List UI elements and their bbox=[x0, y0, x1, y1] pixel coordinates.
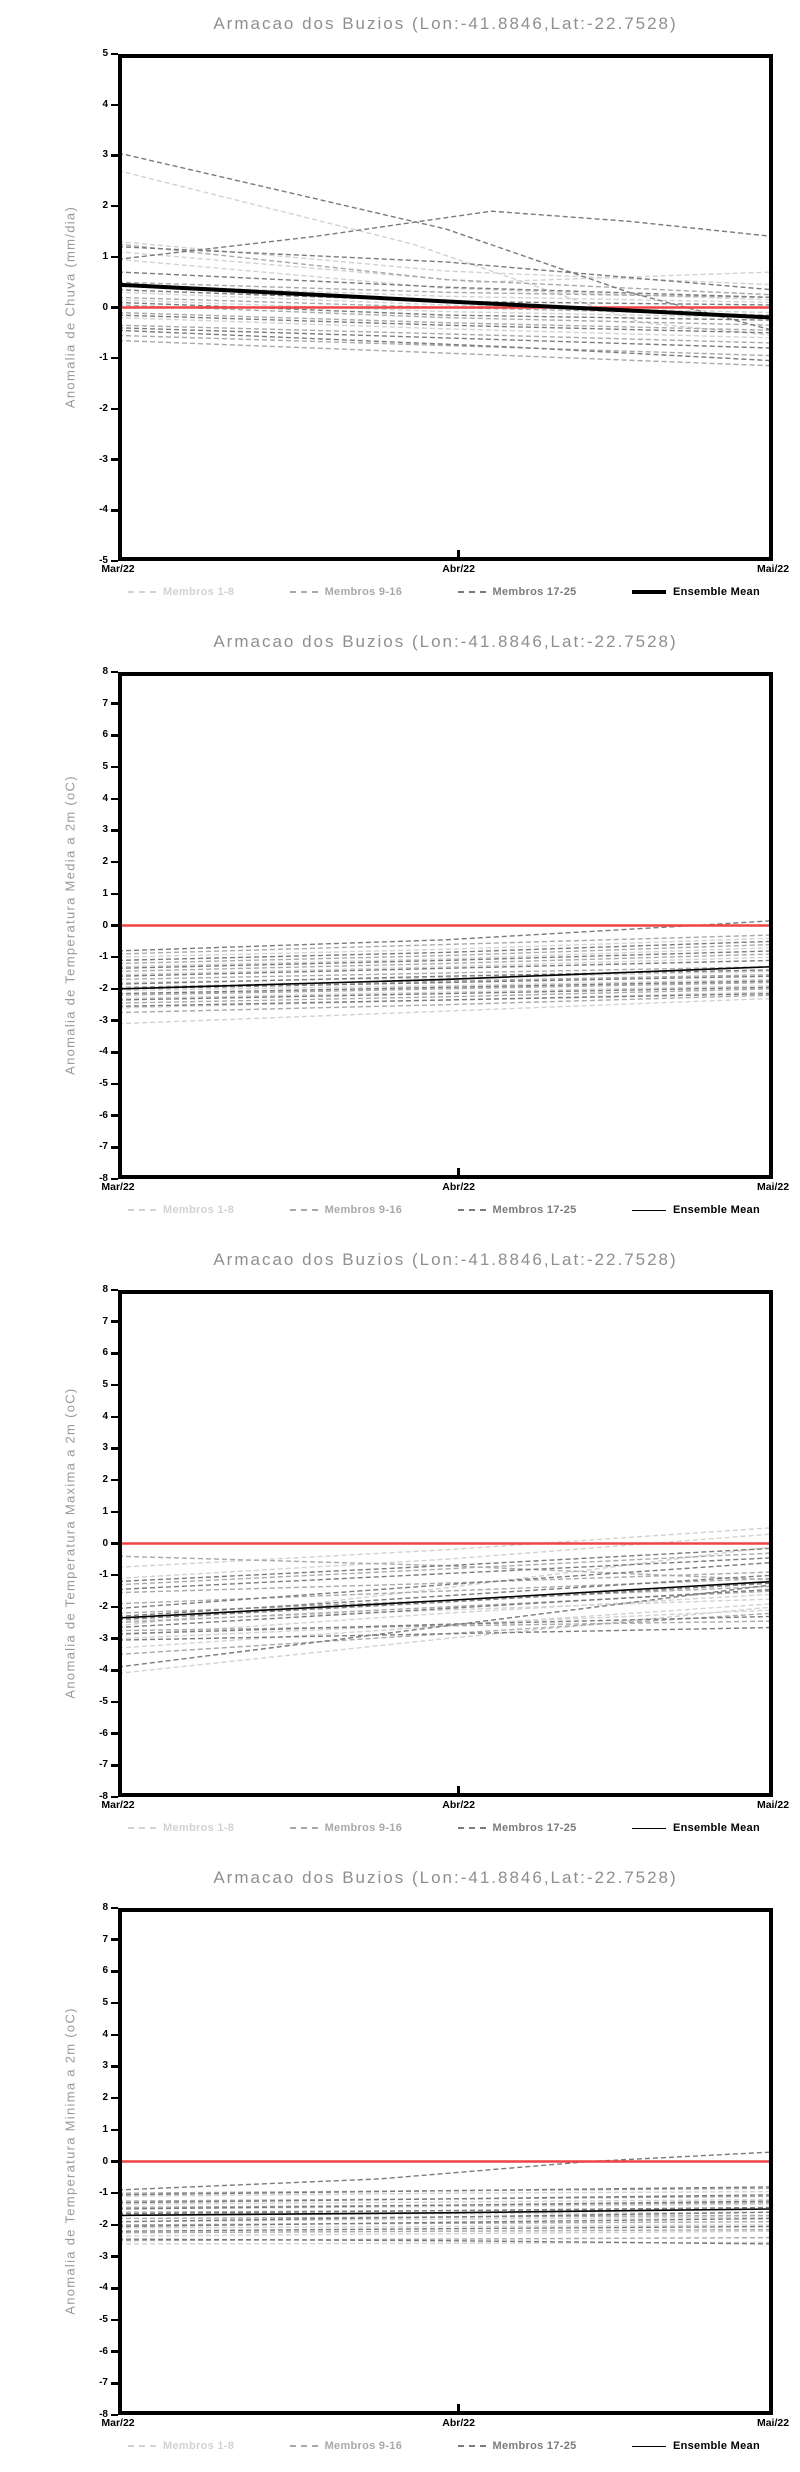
y-tick-label: 6 bbox=[102, 1347, 108, 1359]
y-tick-label: 5 bbox=[102, 1379, 108, 1391]
solid-line-swatch-icon bbox=[632, 1828, 666, 1829]
legend-item-ensemble-mean bbox=[632, 587, 760, 598]
member-line bbox=[118, 1585, 773, 1667]
y-tick-mark bbox=[111, 1416, 119, 1419]
chart-title: Armacao dos Buzios (Lon:-41.8846,Lat:-22.7528) bbox=[213, 14, 678, 33]
y-tick-mark bbox=[111, 2160, 119, 2163]
x-tick-label-mar: Mar/22 bbox=[101, 2417, 135, 2429]
solid-line-swatch-icon bbox=[632, 590, 666, 594]
ensemble-mean-line bbox=[118, 285, 773, 318]
y-tick-mark bbox=[111, 1511, 119, 1514]
y-tick-mark bbox=[111, 458, 119, 461]
member-line bbox=[118, 1528, 773, 1568]
y-tick-label: 8 bbox=[102, 666, 108, 677]
x-tick-label-mai: Mai/22 bbox=[756, 563, 790, 575]
y-tick-label: 4 bbox=[102, 792, 108, 804]
y-tick-label: -2 bbox=[99, 402, 108, 414]
y-tick-mark bbox=[111, 205, 119, 208]
y-tick-label: 8 bbox=[102, 1902, 108, 1913]
member-line bbox=[118, 252, 773, 283]
y-tick-label: 4 bbox=[102, 98, 108, 110]
x-tick-label-abr: Abr/22 bbox=[442, 1181, 475, 1193]
legend-label: Membros 1-8 bbox=[163, 2439, 235, 2452]
legend bbox=[128, 584, 760, 600]
legend-item-membros-9-16 bbox=[290, 1823, 403, 1834]
y-tick-label: 2 bbox=[102, 200, 108, 212]
dashed-line-swatch-icon bbox=[290, 1827, 318, 1829]
legend-item-membros-17-25 bbox=[458, 1205, 577, 1216]
plot-area bbox=[118, 672, 773, 1179]
legend-label: Membros 9-16 bbox=[324, 585, 403, 598]
legend-item-membros-1-8 bbox=[128, 1205, 234, 1216]
y-tick-mark bbox=[111, 1384, 119, 1387]
y-tick-label: -4 bbox=[99, 1664, 108, 1676]
y-tick-label: 1 bbox=[102, 2123, 108, 2135]
member-line bbox=[118, 335, 773, 355]
member-line bbox=[118, 1548, 773, 1581]
legend-item-membros-17-25 bbox=[458, 2441, 577, 2452]
y-tick-label: 3 bbox=[102, 824, 108, 836]
member-line bbox=[118, 1616, 773, 1633]
y-tick-mark bbox=[111, 702, 119, 705]
y-tick-label: 0 bbox=[102, 919, 108, 931]
y-tick-mark bbox=[111, 2224, 119, 2227]
legend-item-membros-1-8 bbox=[128, 2441, 234, 2452]
y-tick-mark bbox=[111, 2319, 119, 2322]
y-tick-label: -7 bbox=[99, 1141, 108, 1153]
x-tick-mark-abr bbox=[457, 2404, 460, 2412]
y-tick-label: -8 bbox=[99, 2409, 108, 2420]
y-tick-mark bbox=[111, 924, 119, 927]
y-axis-label: Anomalia de Temperatura Media a 2m (oC) bbox=[62, 775, 78, 1075]
member-line bbox=[118, 1607, 773, 1674]
y-tick-label: 3 bbox=[102, 149, 108, 161]
y-tick-mark bbox=[111, 1637, 119, 1640]
y-tick-label: 6 bbox=[102, 1965, 108, 1977]
chart-title: Armacao dos Buzios (Lon:-41.8846,Lat:-22.7528) bbox=[213, 632, 678, 651]
member-line bbox=[118, 1575, 773, 1616]
y-tick-mark bbox=[111, 2129, 119, 2132]
y-tick-mark bbox=[111, 956, 119, 959]
chart-panel-mean-temperature-anomaly bbox=[0, 618, 800, 1236]
member-line bbox=[118, 1572, 773, 1593]
y-tick-label: -3 bbox=[99, 453, 108, 465]
y-tick-mark bbox=[111, 357, 119, 360]
x-tick-label-mar: Mar/22 bbox=[101, 1799, 135, 1811]
y-tick-label: -4 bbox=[99, 1046, 108, 1058]
y-tick-label: 4 bbox=[102, 1410, 108, 1422]
plot-area bbox=[118, 1290, 773, 1797]
y-tick-mark bbox=[111, 861, 119, 864]
y-tick-mark bbox=[111, 53, 119, 56]
y-tick-label: -8 bbox=[99, 1173, 108, 1184]
y-tick-mark bbox=[111, 256, 119, 259]
y-tick-mark bbox=[111, 306, 119, 309]
y-tick-label: -5 bbox=[99, 2313, 108, 2325]
x-tick-label-mar: Mar/22 bbox=[101, 563, 135, 575]
member-line bbox=[118, 998, 773, 1023]
plot-area bbox=[118, 54, 773, 561]
y-tick-mark bbox=[111, 893, 119, 896]
legend-item-membros-9-16 bbox=[290, 2441, 403, 2452]
y-tick-label: -1 bbox=[99, 951, 108, 963]
y-tick-label: 5 bbox=[102, 1997, 108, 2009]
y-tick-mark bbox=[111, 671, 119, 674]
y-tick-label: -2 bbox=[99, 2218, 108, 2230]
y-tick-mark bbox=[111, 1970, 119, 1973]
y-tick-mark bbox=[111, 1289, 119, 1292]
dashed-line-swatch-icon bbox=[290, 591, 318, 593]
y-tick-mark bbox=[111, 2192, 119, 2195]
legend-item-membros-9-16 bbox=[290, 1205, 403, 1216]
y-tick-label: -3 bbox=[99, 1014, 108, 1026]
y-tick-mark bbox=[111, 560, 119, 563]
legend bbox=[128, 2438, 760, 2454]
y-tick-mark bbox=[111, 1606, 119, 1609]
y-tick-label: -1 bbox=[99, 352, 108, 364]
y-tick-mark bbox=[111, 2350, 119, 2353]
y-tick-label: -5 bbox=[99, 1695, 108, 1707]
chart-panel-precipitation-anomaly bbox=[0, 0, 800, 618]
legend-label: Ensemble Mean bbox=[672, 1203, 760, 1216]
legend-label: Membros 17-25 bbox=[492, 2439, 577, 2452]
y-tick-mark bbox=[111, 2002, 119, 2005]
y-tick-label: -8 bbox=[99, 1791, 108, 1802]
legend-item-ensemble-mean bbox=[632, 1205, 760, 1216]
y-tick-label: 3 bbox=[102, 1442, 108, 1454]
y-tick-mark bbox=[111, 408, 119, 411]
y-tick-mark bbox=[111, 829, 119, 832]
y-tick-label: -2 bbox=[99, 1600, 108, 1612]
y-tick-mark bbox=[111, 1083, 119, 1086]
y-tick-label: -1 bbox=[99, 1569, 108, 1581]
member-line bbox=[118, 171, 773, 336]
y-tick-label: -7 bbox=[99, 1759, 108, 1771]
y-tick-label: -7 bbox=[99, 2377, 108, 2389]
y-tick-mark bbox=[111, 1938, 119, 1941]
legend-label: Membros 17-25 bbox=[492, 585, 577, 598]
legend-label: Membros 1-8 bbox=[163, 585, 235, 598]
y-tick-label: 6 bbox=[102, 729, 108, 741]
dashed-line-swatch-icon bbox=[458, 591, 486, 593]
legend-label: Membros 9-16 bbox=[324, 1203, 403, 1216]
y-tick-label: -3 bbox=[99, 2250, 108, 2262]
y-tick-label: -4 bbox=[99, 2282, 108, 2294]
member-line bbox=[118, 2187, 773, 2195]
y-axis-label: Anomalia de Temperatura Minima a 2m (oC) bbox=[62, 2007, 78, 2315]
solid-line-swatch-icon bbox=[632, 2446, 666, 2447]
y-tick-mark bbox=[111, 1051, 119, 1054]
y-tick-label: 4 bbox=[102, 2028, 108, 2040]
x-tick-label-mai: Mai/22 bbox=[756, 1181, 790, 1193]
y-tick-mark bbox=[111, 1701, 119, 1704]
legend-label: Membros 17-25 bbox=[492, 1203, 577, 1216]
y-tick-mark bbox=[111, 1146, 119, 1149]
member-line bbox=[118, 994, 773, 1007]
y-tick-mark bbox=[111, 1447, 119, 1450]
x-tick-label-mai: Mai/22 bbox=[756, 2417, 790, 2429]
y-tick-mark bbox=[111, 2097, 119, 2100]
y-tick-mark bbox=[111, 1542, 119, 1545]
legend-item-membros-1-8 bbox=[128, 1823, 234, 1834]
legend bbox=[128, 1202, 760, 1218]
y-tick-mark bbox=[111, 1320, 119, 1323]
member-line bbox=[118, 341, 773, 366]
member-line bbox=[118, 2152, 773, 2190]
y-tick-mark bbox=[111, 154, 119, 157]
y-tick-label: -5 bbox=[99, 1077, 108, 1089]
x-tick-label-mar: Mar/22 bbox=[101, 1181, 135, 1193]
plot-area bbox=[118, 1908, 773, 2415]
y-tick-mark bbox=[111, 2034, 119, 2037]
legend-label: Ensemble Mean bbox=[672, 585, 760, 598]
y-tick-label: 3 bbox=[102, 2060, 108, 2072]
x-tick-label-abr: Abr/22 bbox=[442, 2417, 475, 2429]
dashed-line-swatch-icon bbox=[128, 1209, 156, 1211]
y-tick-label: 5 bbox=[102, 48, 108, 59]
legend bbox=[128, 1820, 760, 1836]
member-line bbox=[118, 1563, 773, 1609]
legend-label: Ensemble Mean bbox=[672, 2439, 760, 2452]
dashed-line-swatch-icon bbox=[290, 1209, 318, 1211]
y-tick-label: -2 bbox=[99, 982, 108, 994]
y-tick-label: 1 bbox=[102, 1505, 108, 1517]
y-tick-label: -1 bbox=[99, 2187, 108, 2199]
dashed-line-swatch-icon bbox=[128, 2445, 156, 2447]
y-tick-label: 5 bbox=[102, 761, 108, 773]
y-tick-mark bbox=[111, 509, 119, 512]
x-tick-mark-abr bbox=[457, 1168, 460, 1176]
y-tick-mark bbox=[111, 2382, 119, 2385]
legend-label: Membros 9-16 bbox=[324, 2439, 403, 2452]
legend-label: Membros 17-25 bbox=[492, 1821, 577, 1834]
y-tick-label: 0 bbox=[102, 2155, 108, 2167]
y-tick-label: -5 bbox=[99, 555, 108, 566]
y-tick-label: 7 bbox=[102, 1933, 108, 1945]
y-tick-label: -6 bbox=[99, 2345, 108, 2357]
y-tick-label: -6 bbox=[99, 1109, 108, 1121]
x-tick-label-mai: Mai/22 bbox=[756, 1799, 790, 1811]
member-line bbox=[118, 2222, 773, 2225]
y-tick-label: 8 bbox=[102, 1284, 108, 1295]
legend-label: Ensemble Mean bbox=[672, 1821, 760, 1834]
legend-item-membros-17-25 bbox=[458, 587, 577, 598]
y-tick-mark bbox=[111, 1114, 119, 1117]
y-axis-label: Anomalia de Chuva (mm/dia) bbox=[62, 205, 78, 409]
y-tick-mark bbox=[111, 2065, 119, 2068]
y-tick-mark bbox=[111, 2414, 119, 2417]
y-tick-mark bbox=[111, 1178, 119, 1181]
member-line bbox=[118, 1534, 773, 1578]
y-tick-mark bbox=[111, 1907, 119, 1910]
y-tick-mark bbox=[111, 1764, 119, 1767]
legend-item-membros-17-25 bbox=[458, 1823, 577, 1834]
y-tick-label: -3 bbox=[99, 1632, 108, 1644]
y-tick-mark bbox=[111, 1019, 119, 1022]
y-tick-label: -4 bbox=[99, 504, 108, 516]
y-tick-mark bbox=[111, 104, 119, 107]
y-tick-label: 2 bbox=[102, 856, 108, 868]
y-tick-label: 1 bbox=[102, 887, 108, 899]
y-tick-mark bbox=[111, 1352, 119, 1355]
member-line bbox=[118, 330, 773, 360]
solid-line-swatch-icon bbox=[632, 1210, 666, 1211]
y-tick-mark bbox=[111, 2287, 119, 2290]
legend-label: Membros 9-16 bbox=[324, 1821, 403, 1834]
legend-label: Membros 1-8 bbox=[163, 1203, 235, 1216]
x-tick-label-abr: Abr/22 bbox=[442, 563, 475, 575]
y-tick-label: -6 bbox=[99, 1727, 108, 1739]
dashed-line-swatch-icon bbox=[128, 591, 156, 593]
dashed-line-swatch-icon bbox=[290, 2445, 318, 2447]
y-tick-label: 7 bbox=[102, 697, 108, 709]
member-line bbox=[118, 211, 773, 259]
y-tick-label: 0 bbox=[102, 1537, 108, 1549]
y-tick-mark bbox=[111, 1479, 119, 1482]
x-tick-mark-abr bbox=[457, 550, 460, 558]
member-line bbox=[118, 1553, 773, 1585]
y-tick-mark bbox=[111, 2255, 119, 2258]
legend-item-membros-1-8 bbox=[128, 587, 234, 598]
x-tick-mark-abr bbox=[457, 1786, 460, 1794]
legend-item-ensemble-mean bbox=[632, 2441, 760, 2452]
dashed-line-swatch-icon bbox=[458, 1209, 486, 1211]
y-tick-label: 0 bbox=[102, 301, 108, 313]
y-tick-mark bbox=[111, 1574, 119, 1577]
legend-label: Membros 1-8 bbox=[163, 1821, 235, 1834]
dashed-line-swatch-icon bbox=[458, 2445, 486, 2447]
member-line bbox=[118, 992, 773, 1008]
x-tick-label-abr: Abr/22 bbox=[442, 1799, 475, 1811]
chart-panel-min-temperature-anomaly bbox=[0, 1854, 800, 2472]
y-tick-mark bbox=[111, 766, 119, 769]
y-tick-mark bbox=[111, 1732, 119, 1735]
chart-title: Armacao dos Buzios (Lon:-41.8846,Lat:-22.7528) bbox=[213, 1250, 678, 1269]
y-tick-label: 7 bbox=[102, 1315, 108, 1327]
y-tick-mark bbox=[111, 1796, 119, 1799]
y-tick-mark bbox=[111, 798, 119, 801]
y-tick-mark bbox=[111, 988, 119, 991]
y-tick-label: 1 bbox=[102, 250, 108, 262]
chart-title: Armacao dos Buzios (Lon:-41.8846,Lat:-22.7528) bbox=[213, 1868, 678, 1887]
dashed-line-swatch-icon bbox=[128, 1827, 156, 1829]
dashed-line-swatch-icon bbox=[458, 1827, 486, 1829]
y-tick-mark bbox=[111, 1669, 119, 1672]
y-axis-label: Anomalia de Temperatura Maxima a 2m (oC) bbox=[62, 1387, 78, 1699]
y-tick-label: 2 bbox=[102, 2092, 108, 2104]
legend-item-membros-9-16 bbox=[290, 587, 403, 598]
y-tick-mark bbox=[111, 734, 119, 737]
y-tick-label: 2 bbox=[102, 1474, 108, 1486]
chart-panel-max-temperature-anomaly bbox=[0, 1236, 800, 1854]
legend-item-ensemble-mean bbox=[632, 1823, 760, 1834]
